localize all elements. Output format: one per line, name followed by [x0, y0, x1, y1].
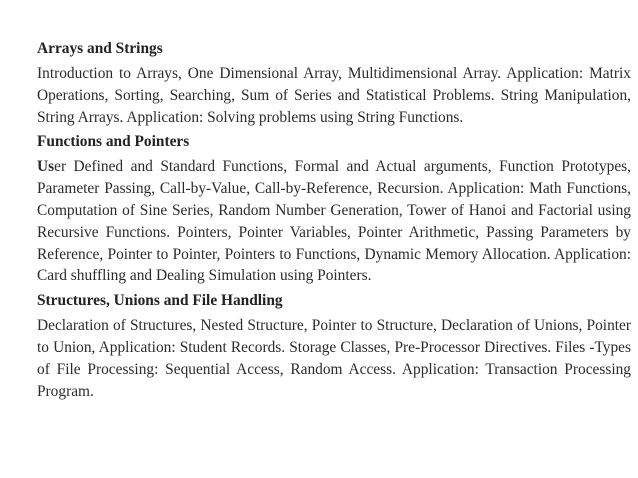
section-body-text: er Defined and Standard Functions, Formal and Actual arguments, Function Prototypes, Parameter Passing, Call-by-Value, Call-by-Reference, Recursion. Application: Math Functions, Computation of Sine Series, Random Number Generation, Tower of Hanoi and Factorial using Recursive Functions. Pointers, Pointer Variables, Pointer Arithmetic, Passing Parameters by Reference, Pointer to Pointer, Pointers to Functions, Dynamic Memory Allocation. Application: Card shuffling and Dealing Simulation using Pointers.: [37, 158, 631, 285]
section-heading: Structures, Unions and File Handling: [37, 292, 283, 310]
section-heading: Functions and Pointers: [37, 133, 190, 151]
section-structures-unions-files: [37, 290, 631, 402]
section-functions-pointers: [37, 131, 631, 287]
section-body-lead: Us: [37, 158, 55, 176]
section-arrays-strings: [37, 38, 631, 128]
syllabus-page: [37, 38, 631, 405]
section-body: Introduction to Arrays, One Dimensional Array, Multidimensional Array. Application: Matrix Operations, Sorting, Searching, Sum of Series and Statistical Problems. String Manipulation, String Arrays. Application: Solving problems using String Functions.: [37, 65, 631, 126]
section-heading: Arrays and Strings: [37, 40, 163, 57]
section-body: Declaration of Structures, Nested Structure, Pointer to Structure, Declaration of Unions, Pointer to Union, Application: Student Records. Storage Classes, Pre-Processor Directives. Files -Types of File Processing: Sequential Access, Random Access. Application: Transaction Processing Program.: [37, 317, 631, 400]
section-body: [37, 156, 631, 287]
